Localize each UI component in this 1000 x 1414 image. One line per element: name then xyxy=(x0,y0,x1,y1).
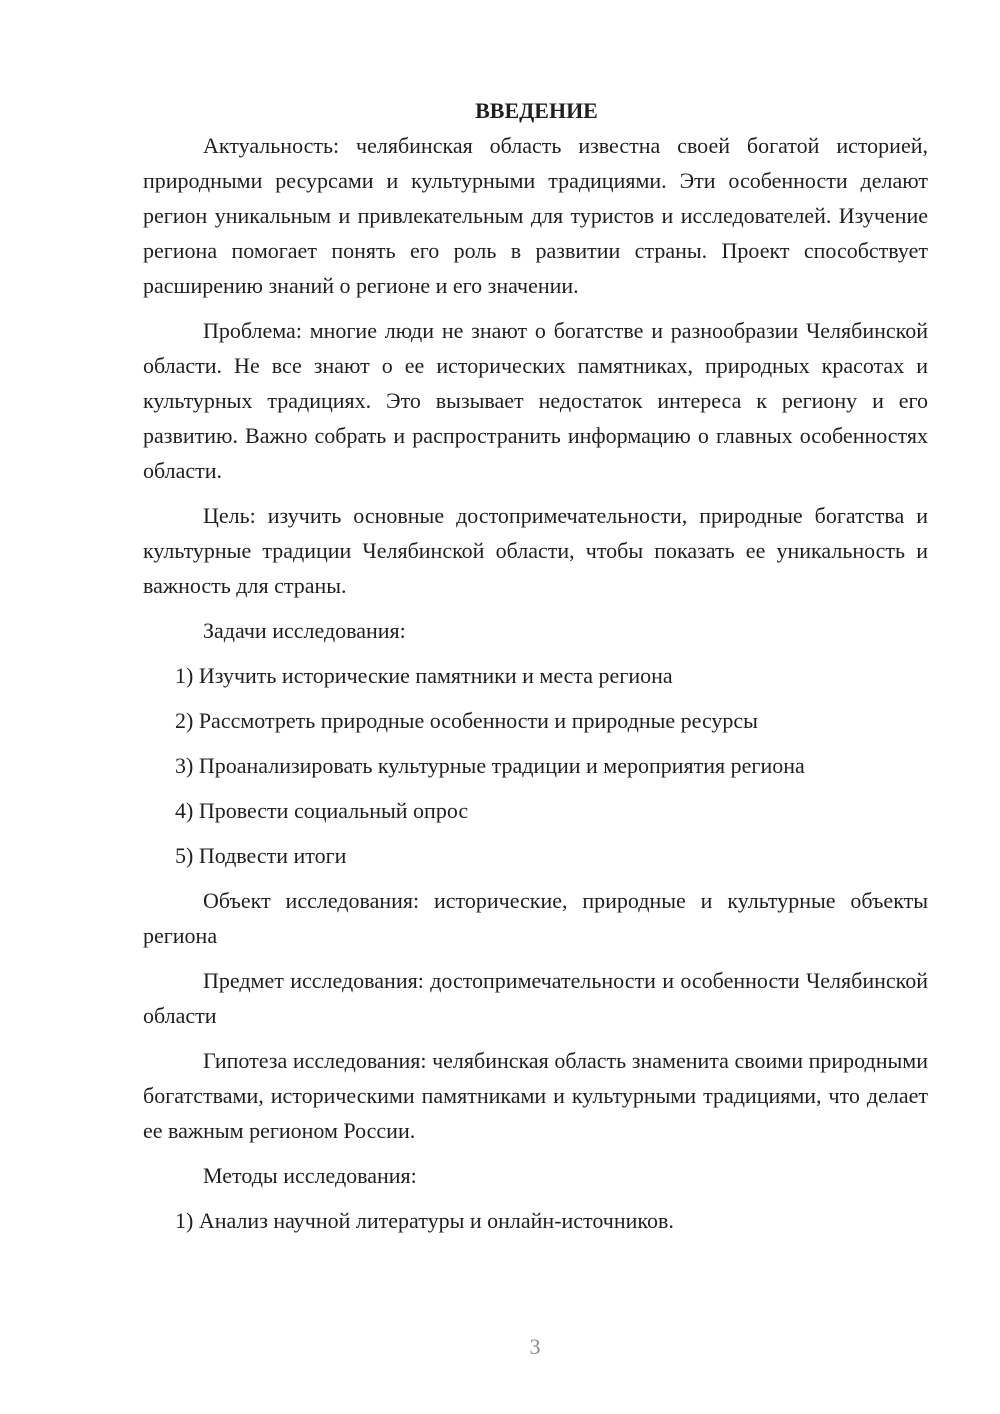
page-content xyxy=(143,96,928,1248)
task-item: 4) Провести социальный опрос xyxy=(175,798,469,823)
task-item: 3) Проанализировать культурные традиции и мероприятия региона xyxy=(175,753,805,778)
subject-paragraph: Предмет исследования: достопримечательности и особенности Челябинской области xyxy=(143,968,928,1028)
task-item: 1) Изучить исторические памятники и места региона xyxy=(175,663,673,688)
method-item: 1) Анализ научной литературы и онлайн-источников. xyxy=(175,1208,674,1233)
task-item: 5) Подвести итоги xyxy=(175,843,347,868)
goal-paragraph: Цель: изучить основные достопримечательности, природные богатства и культурные традиции Челябинской области, чтобы показать ее уникальность и важность для страны. xyxy=(143,503,928,598)
problem-paragraph: Проблема: многие люди не знают о богатстве и разнообразии Челябинской области. Не все знают о ее исторических памятниках, природных красотах и культурных традициях. Это вызывает недостаток интереса к региону и его развитию. Важно собрать и распространить информацию о главных особенностях области. xyxy=(143,318,928,483)
relevance-paragraph: Актуальность: челябинская область известна своей богатой историей, природными ресурсами и культурными традициями. Эти особенности делают регион уникальным и привлекательным для туристов и исследователей. Изучение региона помогает понять его роль в развитии страны. Проект способствует расширению знаний о регионе и его значении. xyxy=(143,133,928,298)
tasks-title: Задачи исследования: xyxy=(203,618,406,643)
task-item: 2) Рассмотреть природные особенности и природные ресурсы xyxy=(175,708,758,733)
hypothesis-paragraph: Гипотеза исследования: челябинская область знаменита своими природными богатствами, историческими памятниками и культурными традициями, что делает ее важным регионом России. xyxy=(143,1048,928,1143)
methods-title: Методы исследования: xyxy=(203,1163,417,1188)
section-heading: ВВЕДЕНИЕ xyxy=(475,98,598,123)
object-paragraph: Объект исследования: исторические, природные и культурные объекты региона xyxy=(143,888,928,948)
page-number: 3 xyxy=(529,1334,541,1359)
